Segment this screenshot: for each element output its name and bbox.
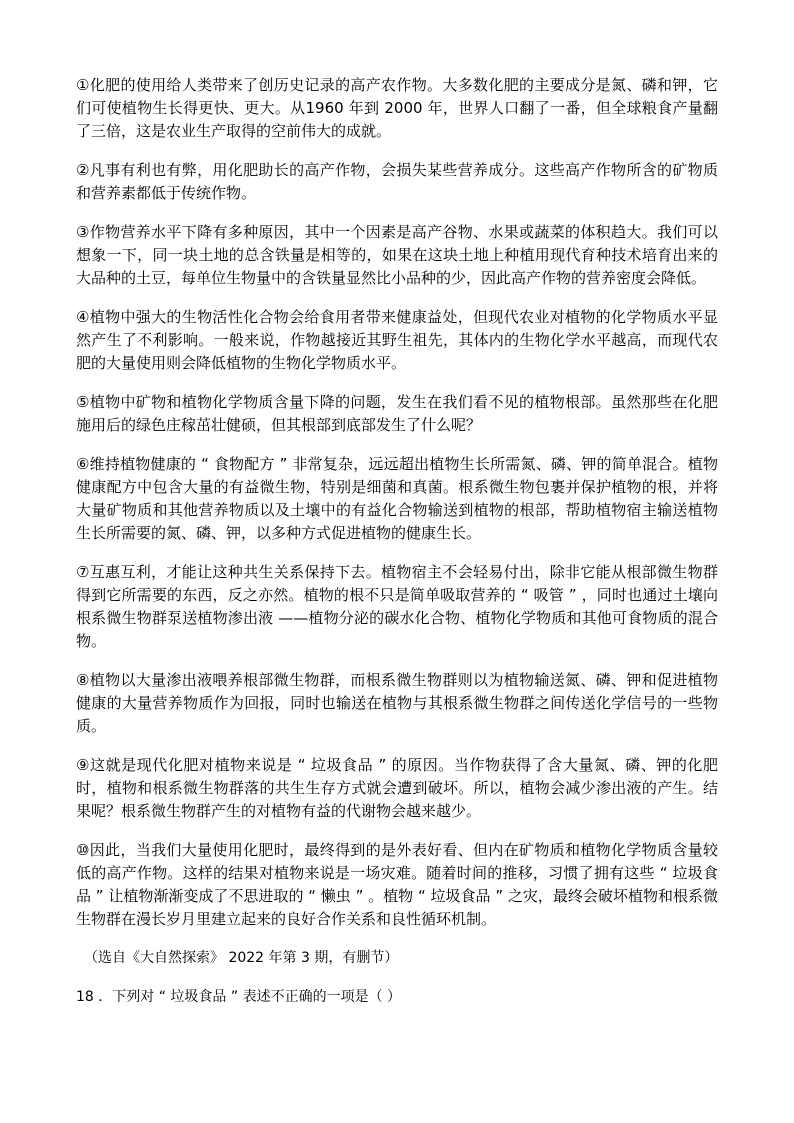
paragraph-5: ⑤植物中矿物和植物化学物质含量下降的问题，发生在我们看不见的植物根部。虽然那些在化肥施用后的绿色庄稼茁壮健硕，但其根部到底部发生了什么呢？: [76, 393, 718, 434]
paragraph-2: ②凡事有利也有弊，用化肥助长的高产作物，会损失某些营养成分。这些高产作物所含的矿物质和营养素都低于传统作物。: [76, 161, 718, 202]
paragraph-10: ⑩因此，当我们大量使用化肥时，最终得到的是外表好看、但内在矿物质和植物化学物质含量较低的高产作物。这样的结果对植物来说是一场灾难。随着时间的推移，习惯了拥有这些 “ 垃圾食品 ” 让植物渐渐变成了不思进取的 “ 懒虫 ” 。植物 “ 垃圾食品 ” 之灾，最终会破坏植物和根系微生物群在漫长岁月里建立起来的良好合作关系和良性循环机制。: [76, 841, 718, 928]
paragraph-1: ①化肥的使用给人类带来了创历史记录的高产农作物。大多数化肥的主要成分是氮、磷和钾，它们可使植物生长得更快、更大。从1960 年到 2000 年，世界人口翻了一番，但全球粮食产量翻了三倍，这是农业生产取得的空前伟大的成就。: [76, 76, 718, 140]
paragraph-4: ④植物中强大的生物活性化合物会给食用者带来健康益处，但现代农业对植物的化学物质水平显然产生了不利影响。一般来说，作物越接近其野生祖先，其体内的生物化学水平越高，而现代农肥的大量使用则会降低植物的生物化学物质水平。: [76, 308, 718, 372]
paragraph-8: ⑧植物以大量渗出液喂养根部微生物群，而根系微生物群则以为植物输送氮、磷、钾和促进植物健康的大量营养物质作为回报，同时也输送在植物与其根系微生物群之间传送化学信号的一些物质。: [76, 671, 718, 735]
paragraph-7: ⑦互惠互利，才能让这种共生关系保持下去。植物宿主不会轻易付出，除非它能从根部微生物群得到它所需要的东西，反之亦然。植物的根不只是简单吸取营养的 “ 吸管 ” ，同时也通过土壤向根系微生物群泵送植物渗出液 ——植物分泌的碳水化合物、植物化学物质和其他可食物质的混合物。: [76, 563, 718, 650]
document-body: [76, 74, 718, 1009]
paragraph-6: ⑥维持植物健康的 “ 食物配方 ” 非常复杂，远远超出植物生长所需氮、磷、钾的简单混合。植物健康配方中包含大量的有益微生物，特别是细菌和真菌。根系微生物包裹并保护植物的根，并将大量矿物质和其他营养物质以及土壤中的有益化合物输送到植物的根部，帮助植物宿主输送植物生长所需要的氮、磷、钾，以多种方式促进植物的健康生长。: [76, 455, 718, 542]
paragraph-3: ③作物营养水平下降有多种原因，其中一个因素是高产谷物、水果或蔬菜的体积趋大。我们可以想象一下，同一块土地的总含铁量是相等的，如果在这块土地上种植用现代育种技术培育出来的大品种的土豆，每单位生物量中的含铁量显然比小品种的少，因此高产作物的营养密度会降低。: [76, 223, 718, 287]
paragraph-9: ⑨这就是现代化肥对植物来说是 “ 垃圾食品 ” 的原因。当作物获得了含大量氮、磷、钾的化肥时，植物和根系微生物群落的共生生存方式就会遭到破坏。所以，植物会减少渗出液的产生。结果呢？根系微生物群产生的对植物有益的代谢物会越来越少。: [76, 756, 718, 820]
source-citation: （选自《大自然探索》 2022 年第 3 期，有删节）: [84, 950, 399, 966]
question-18: 18 ．下列对 “ 垃圾食品 ” 表述不正确的一项是（ ）: [76, 989, 402, 1005]
